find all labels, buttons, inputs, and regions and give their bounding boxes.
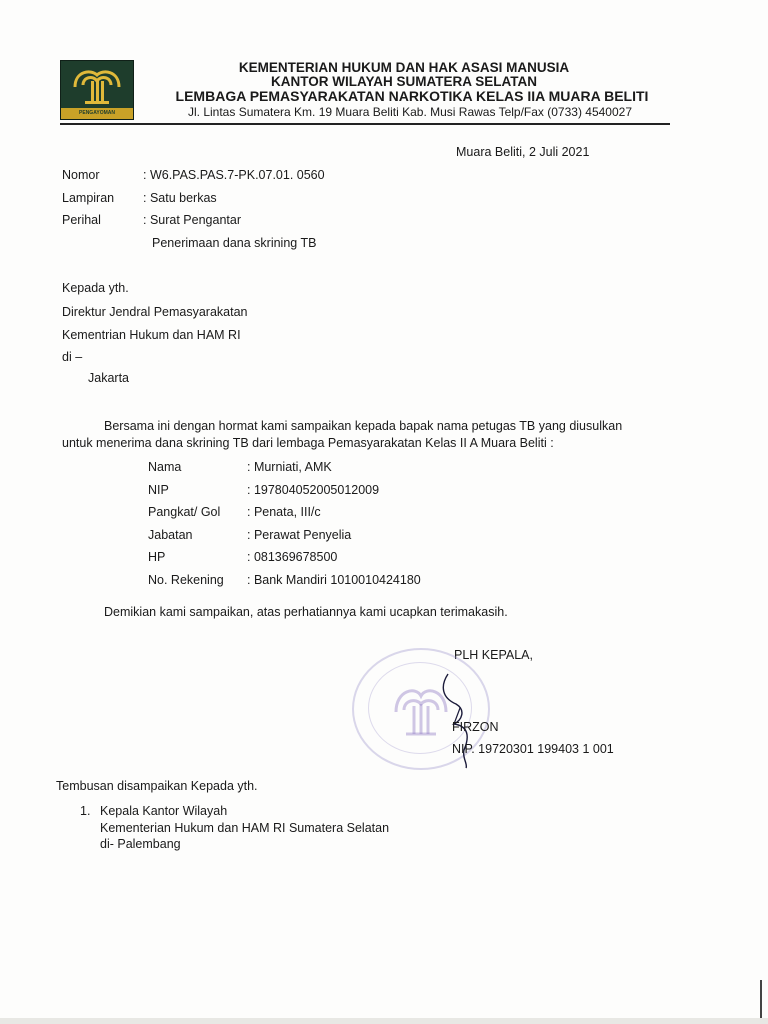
tembusan-line: Kepala Kantor Wilayah — [100, 804, 228, 818]
letter-date: Muara Beliti, 2 Juli 2021 — [456, 145, 590, 159]
closing-sentence: Demikian kami sampaikan, atas perhatiannya kami ucapkan terimakasih. — [104, 605, 508, 619]
tree-emblem-icon — [61, 61, 133, 108]
header-ministry: KEMENTERIAN HUKUM DAN HAK ASASI MANUSIA — [238, 60, 570, 75]
detail-value: : Perawat Penyelia — [247, 528, 352, 542]
meta-label-nomor: Nomor — [62, 168, 100, 182]
detail-label: HP — [148, 550, 166, 564]
tembusan-line: di- Palembang — [100, 837, 181, 851]
ministry-logo — [60, 60, 134, 120]
detail-value: : Murniati, AMK — [247, 460, 332, 474]
detail-value: : 197804052005012009 — [247, 483, 380, 497]
recipient-line: di – — [62, 350, 83, 364]
signer-title: PLH KEPALA, — [454, 648, 533, 662]
tembusan-line: Kementerian Hukum dan HAM RI Sumatera Selatan — [100, 821, 390, 835]
perihal-subject: Penerimaan dana skrining TB — [152, 236, 317, 250]
meta-value-lampiran: : Satu berkas — [143, 191, 217, 205]
detail-value: : Bank Mandiri 1010010424180 — [247, 573, 421, 587]
detail-label: Pangkat/ Gol — [148, 505, 221, 519]
body-paragraph-line2: untuk menerima dana skrining TB dari lembaga Pemasyarakatan Kelas II A Muara Beliti : — [62, 436, 554, 450]
detail-label: No. Rekening — [148, 573, 224, 587]
meta-label-perihal: Perihal — [62, 213, 101, 227]
signer-name: FIRZON — [452, 720, 499, 734]
scan-bottom-edge — [0, 1018, 768, 1024]
body-paragraph-line1: Bersama ini dengan hormat kami sampaikan kepada bapak nama petugas TB yang diusulkan — [104, 419, 623, 433]
header-divider — [60, 123, 670, 125]
detail-label: Jabatan — [148, 528, 193, 542]
recipient-line: Direktur Jendral Pemasyarakatan — [62, 305, 248, 319]
header-institution: LEMBAGA PEMASYARAKATAN NARKOTIKA KELAS IIA MUARA BELITI — [175, 88, 649, 104]
header-address: Jl. Lintas Sumatera Km. 19 Muara Beliti Kab. Musi Rawas Telp/Fax (0733) 4540027 — [188, 105, 632, 119]
recipient-city: Jakarta — [88, 371, 129, 385]
recipient-line: Kementrian Hukum dan HAM RI — [62, 328, 241, 342]
signer-nip: NIP. 19720301 199403 1 001 — [452, 742, 614, 756]
detail-label: NIP — [148, 483, 169, 497]
recipient-line: Kepada yth. — [62, 281, 129, 295]
logo-caption: PENGAYOMAN — [79, 110, 115, 116]
detail-value: : 081369678500 — [247, 550, 338, 564]
meta-label-lampiran: Lampiran — [62, 191, 115, 205]
meta-value-nomor: : W6.PAS.PAS.7-PK.07.01. 0560 — [143, 168, 325, 182]
tembusan-heading: Tembusan disampaikan Kepada yth. — [56, 779, 258, 793]
header-regional-office: KANTOR WILAYAH SUMATERA SELATAN — [270, 74, 537, 89]
detail-label: Nama — [148, 460, 182, 474]
tembusan-item-number: 1. — [80, 804, 91, 818]
meta-value-perihal: : Surat Pengantar — [143, 213, 241, 227]
detail-value: : Penata, III/c — [247, 505, 321, 519]
